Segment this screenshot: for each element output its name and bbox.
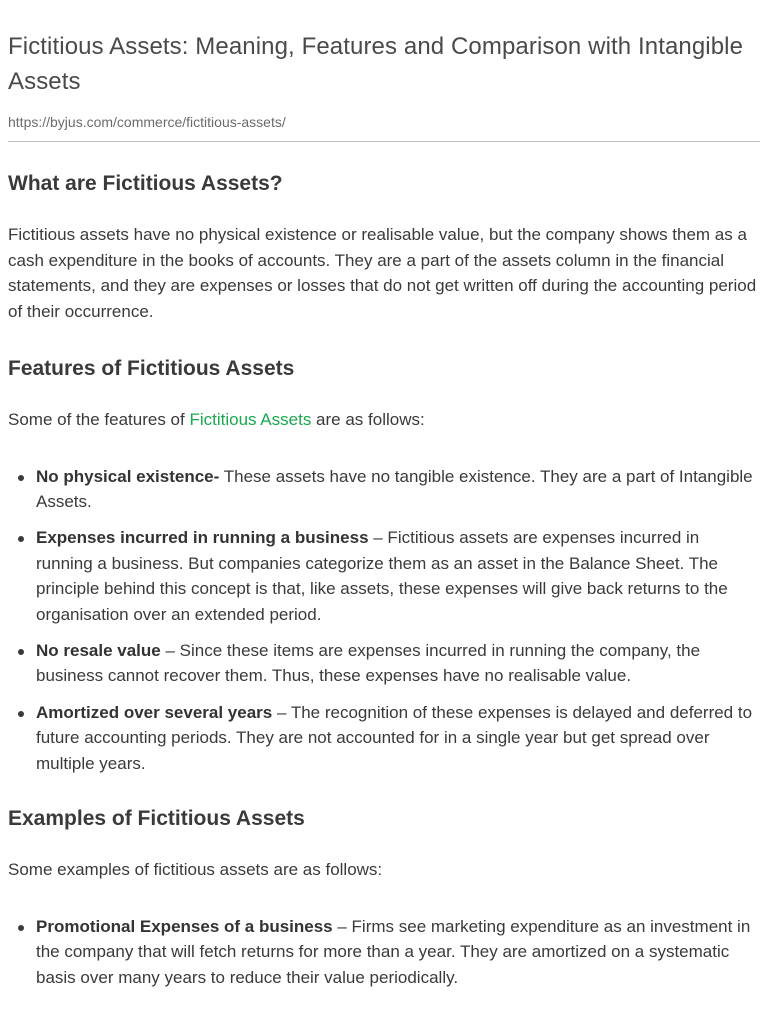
bullet-icon	[18, 925, 24, 931]
section-paragraph-what: Fictitious assets have no physical existence or realisable value, but the company shows them as a cash expenditure in the books of accounts. They are a part of the assets column in the financial statements, and they are expenses or losses that do not get written off during the accounting period of their occurrence.	[8, 225, 757, 322]
section-heading-examples: Examples of Fictitious Assets	[8, 806, 305, 830]
list-item-term: No resale value	[36, 640, 161, 660]
examples-intro: Some examples of fictitious assets are as follows:	[8, 859, 383, 879]
list-item-text: – The recognition of these expenses is delayed and deferred to future accounting periods. They are not accounted for in a single year but get spread over multiple years.	[36, 702, 753, 773]
document-title: Fictitious Assets: Meaning, Features and Comparison with Intangible Assets	[8, 33, 744, 95]
list-item	[8, 700, 760, 776]
bullet-icon	[18, 711, 24, 717]
list-item-text: These assets have no tangible existence. They are a part of Intangible Assets.	[36, 466, 753, 511]
list-item-text: – Since these items are expenses incurred in running the company, the business cannot recover them. Thus, these expenses have no realisable value.	[36, 640, 701, 686]
list-item-term: Promotional Expenses of a business	[36, 916, 333, 936]
section-heading-features: Features of Fictitious Assets	[8, 356, 295, 380]
features-list	[8, 464, 760, 776]
features-intro-after: are as follows:	[311, 409, 425, 429]
list-item	[8, 525, 760, 627]
source-url: https://byjus.com/commerce/fictitious-assets/	[8, 114, 286, 130]
list-item-term: Expenses incurred in running a business	[36, 528, 369, 548]
features-intro	[8, 407, 760, 433]
list-item-text: – Firms see marketing expenditure as an investment in the company that will fetch returns for more than a year. They are amortized on a systematic basis over many years to reduce their value periodically.	[36, 916, 751, 987]
list-item-text: – Fictitious assets are expenses incurred in running a business. But companies categorize them as an asset in the Balance Sheet. The principle behind this concept is that, like assets, these expenses will give back returns to the organisation over an extended period.	[36, 528, 728, 624]
list-item	[8, 638, 760, 689]
features-intro-before: Some of the features of	[8, 409, 190, 429]
list-item-term: Amortized over several years	[36, 702, 273, 722]
fictitious-assets-link[interactable]: Fictitious Assets	[189, 409, 312, 429]
examples-list	[8, 914, 760, 990]
bullet-icon	[18, 649, 24, 655]
bullet-icon	[18, 475, 24, 481]
list-item	[8, 464, 760, 515]
section-heading-what: What are Fictitious Assets?	[8, 172, 283, 195]
bullet-icon	[18, 536, 24, 542]
list-item	[8, 914, 760, 990]
list-item-term: No physical existence-	[36, 466, 220, 486]
title-divider	[8, 141, 760, 142]
